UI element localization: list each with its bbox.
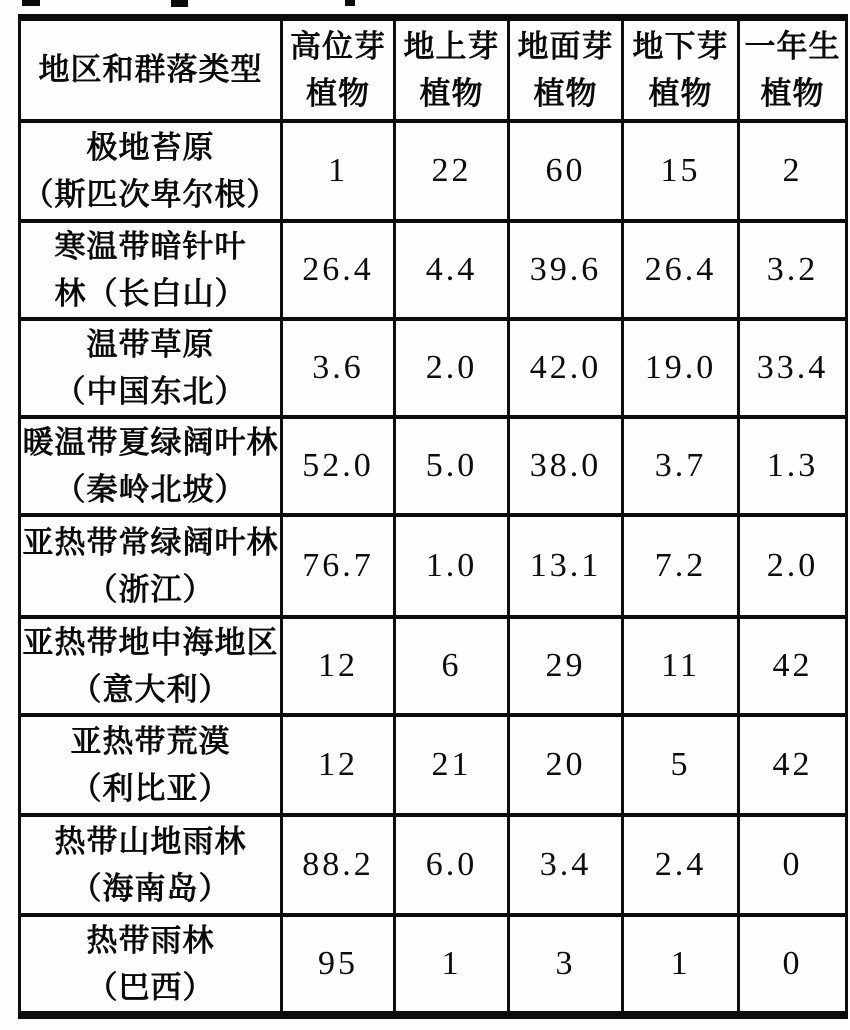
value: 1.3 [766,446,819,484]
col-header-line2: 植物 [419,75,484,111]
value-cell [395,121,509,221]
col-header-region-label: 地区和群落类型 [38,52,263,88]
value: 22 [431,151,472,189]
value: 15 [660,151,701,189]
region-name: 亚热带常绿阔叶林 [22,524,279,560]
value: 26.4 [644,250,717,288]
value: 33.4 [756,348,829,386]
value-cell [623,417,739,515]
table-row [20,121,847,221]
region-name: 暖温带夏绿阔叶林 [22,424,279,460]
value-cell [623,515,739,617]
value: 42.0 [529,348,602,386]
value: 7.2 [654,546,707,584]
value: 21 [431,745,472,783]
value-cell [282,617,395,715]
value: 26.4 [302,250,374,288]
col-header-line2: 植物 [648,75,713,111]
col-header-therophytes [739,18,847,121]
value-cell [395,915,509,1015]
value: 52.0 [302,446,374,484]
table-row [20,221,847,319]
region-cell [20,515,282,617]
value-cell [509,417,623,515]
value-cell [509,915,623,1015]
region-cell [20,319,282,417]
table-row [20,417,847,515]
region-name: 亚热带荒漠 [70,723,231,759]
life-form-spectrum-table [18,14,848,1019]
table-row [20,515,847,617]
value-cell [739,915,847,1015]
value-cell [739,515,847,617]
scan-artifact [345,0,355,6]
col-header-line1: 地下芽 [632,28,729,64]
value-cell [623,715,739,815]
value-cell [282,319,395,417]
col-header-line1: 高位芽 [290,28,386,64]
value: 39.6 [529,250,602,288]
value: 1.0 [425,546,478,584]
value: 3.6 [312,348,364,386]
value: 3 [555,944,576,982]
value: 29 [545,646,586,684]
value: 2 [782,151,803,189]
value-cell [739,815,847,915]
value-cell [739,417,847,515]
value: 5 [670,745,691,783]
value-cell [395,715,509,815]
value: 42 [772,646,813,684]
region-name: 热带雨林 [86,922,215,958]
value-cell [395,319,509,417]
region-cell [20,221,282,319]
region-cell [20,915,282,1015]
value-cell [623,915,739,1015]
region-cell [20,815,282,915]
value-cell [282,417,395,515]
value: 20 [545,745,586,783]
region-cell [20,715,282,815]
value-cell [395,617,509,715]
value: 1 [670,944,691,982]
value: 95 [318,944,358,982]
value: 60 [545,151,586,189]
table-row [20,915,847,1015]
region-location: （斯匹次卑尔根） [22,176,279,212]
col-header-geophytes [623,18,739,121]
value: 2.0 [425,348,478,386]
value: 76.7 [302,546,374,584]
value: 2.0 [766,546,819,584]
value: 0 [782,845,803,883]
header-row [20,18,847,121]
value-cell [739,617,847,715]
value-cell [739,319,847,417]
col-header-hemicryptophytes [509,18,623,121]
value-cell [395,515,509,617]
col-header-phanerophytes [282,18,395,121]
value: 3.7 [654,446,707,484]
region-name: 亚热带地中海地区 [22,624,279,660]
region-cell [20,121,282,221]
value-cell [509,515,623,617]
region-cell [20,617,282,715]
value: 88.2 [302,845,374,883]
col-header-line1: 一年生 [744,28,841,64]
value: 1 [328,151,348,189]
value-cell [509,617,623,715]
value: 11 [661,646,700,684]
value-cell [509,319,623,417]
region-location: （秦岭北坡） [54,471,247,507]
col-header-line1: 地面芽 [517,28,614,64]
value-cell [282,815,395,915]
region-location: （海南岛） [70,870,231,906]
value-cell [282,221,395,319]
value: 12 [318,646,358,684]
col-header-region [20,18,282,121]
value-cell [282,715,395,815]
table-row [20,715,847,815]
value-cell [623,221,739,319]
value-cell [623,617,739,715]
region-location: （中国东北） [54,373,247,409]
value-cell [509,121,623,221]
value-cell [739,715,847,815]
scan-artifact [171,0,188,7]
region-location: 林（长白山） [54,275,247,311]
value: 2.4 [654,845,707,883]
value-cell [739,221,847,319]
value-cell [623,319,739,417]
col-header-chamaephytes [395,18,509,121]
region-name: 极地苔原 [86,129,215,165]
table-row [20,617,847,715]
table-row [20,319,847,417]
value-cell [395,417,509,515]
col-header-line2: 植物 [760,75,825,111]
value: 19.0 [644,348,717,386]
col-header-line2: 植物 [533,75,598,111]
region-name: 热带山地雨林 [54,823,247,859]
value: 12 [318,745,358,783]
value: 6 [441,646,462,684]
value-cell [282,515,395,617]
value: 3.4 [539,845,592,883]
value-cell [395,815,509,915]
value-cell [623,815,739,915]
region-location: （浙江） [86,571,215,607]
col-header-line1: 地上芽 [403,28,500,64]
col-header-line2: 植物 [306,75,370,111]
value: 38.0 [529,446,602,484]
value: 4.4 [425,250,478,288]
value: 6.0 [425,845,478,883]
value: 5.0 [425,446,478,484]
value: 42 [772,745,813,783]
value-cell [509,715,623,815]
region-name: 寒温带暗针叶 [54,228,247,264]
value-cell [623,121,739,221]
value: 13.1 [529,546,602,584]
table-row [20,815,847,915]
value-cell [509,221,623,319]
region-name: 温带草原 [86,326,215,362]
value: 1 [441,944,462,982]
region-location: （意大利） [70,671,231,707]
scan-artifact [22,0,40,6]
region-cell [20,417,282,515]
value-cell [739,121,847,221]
value-cell [395,221,509,319]
region-location: （利比亚） [70,770,231,806]
value-cell [282,121,395,221]
value: 0 [782,944,803,982]
region-location: （巴西） [86,969,215,1005]
value-cell [282,915,395,1015]
value-cell [509,815,623,915]
value: 3.2 [766,250,819,288]
